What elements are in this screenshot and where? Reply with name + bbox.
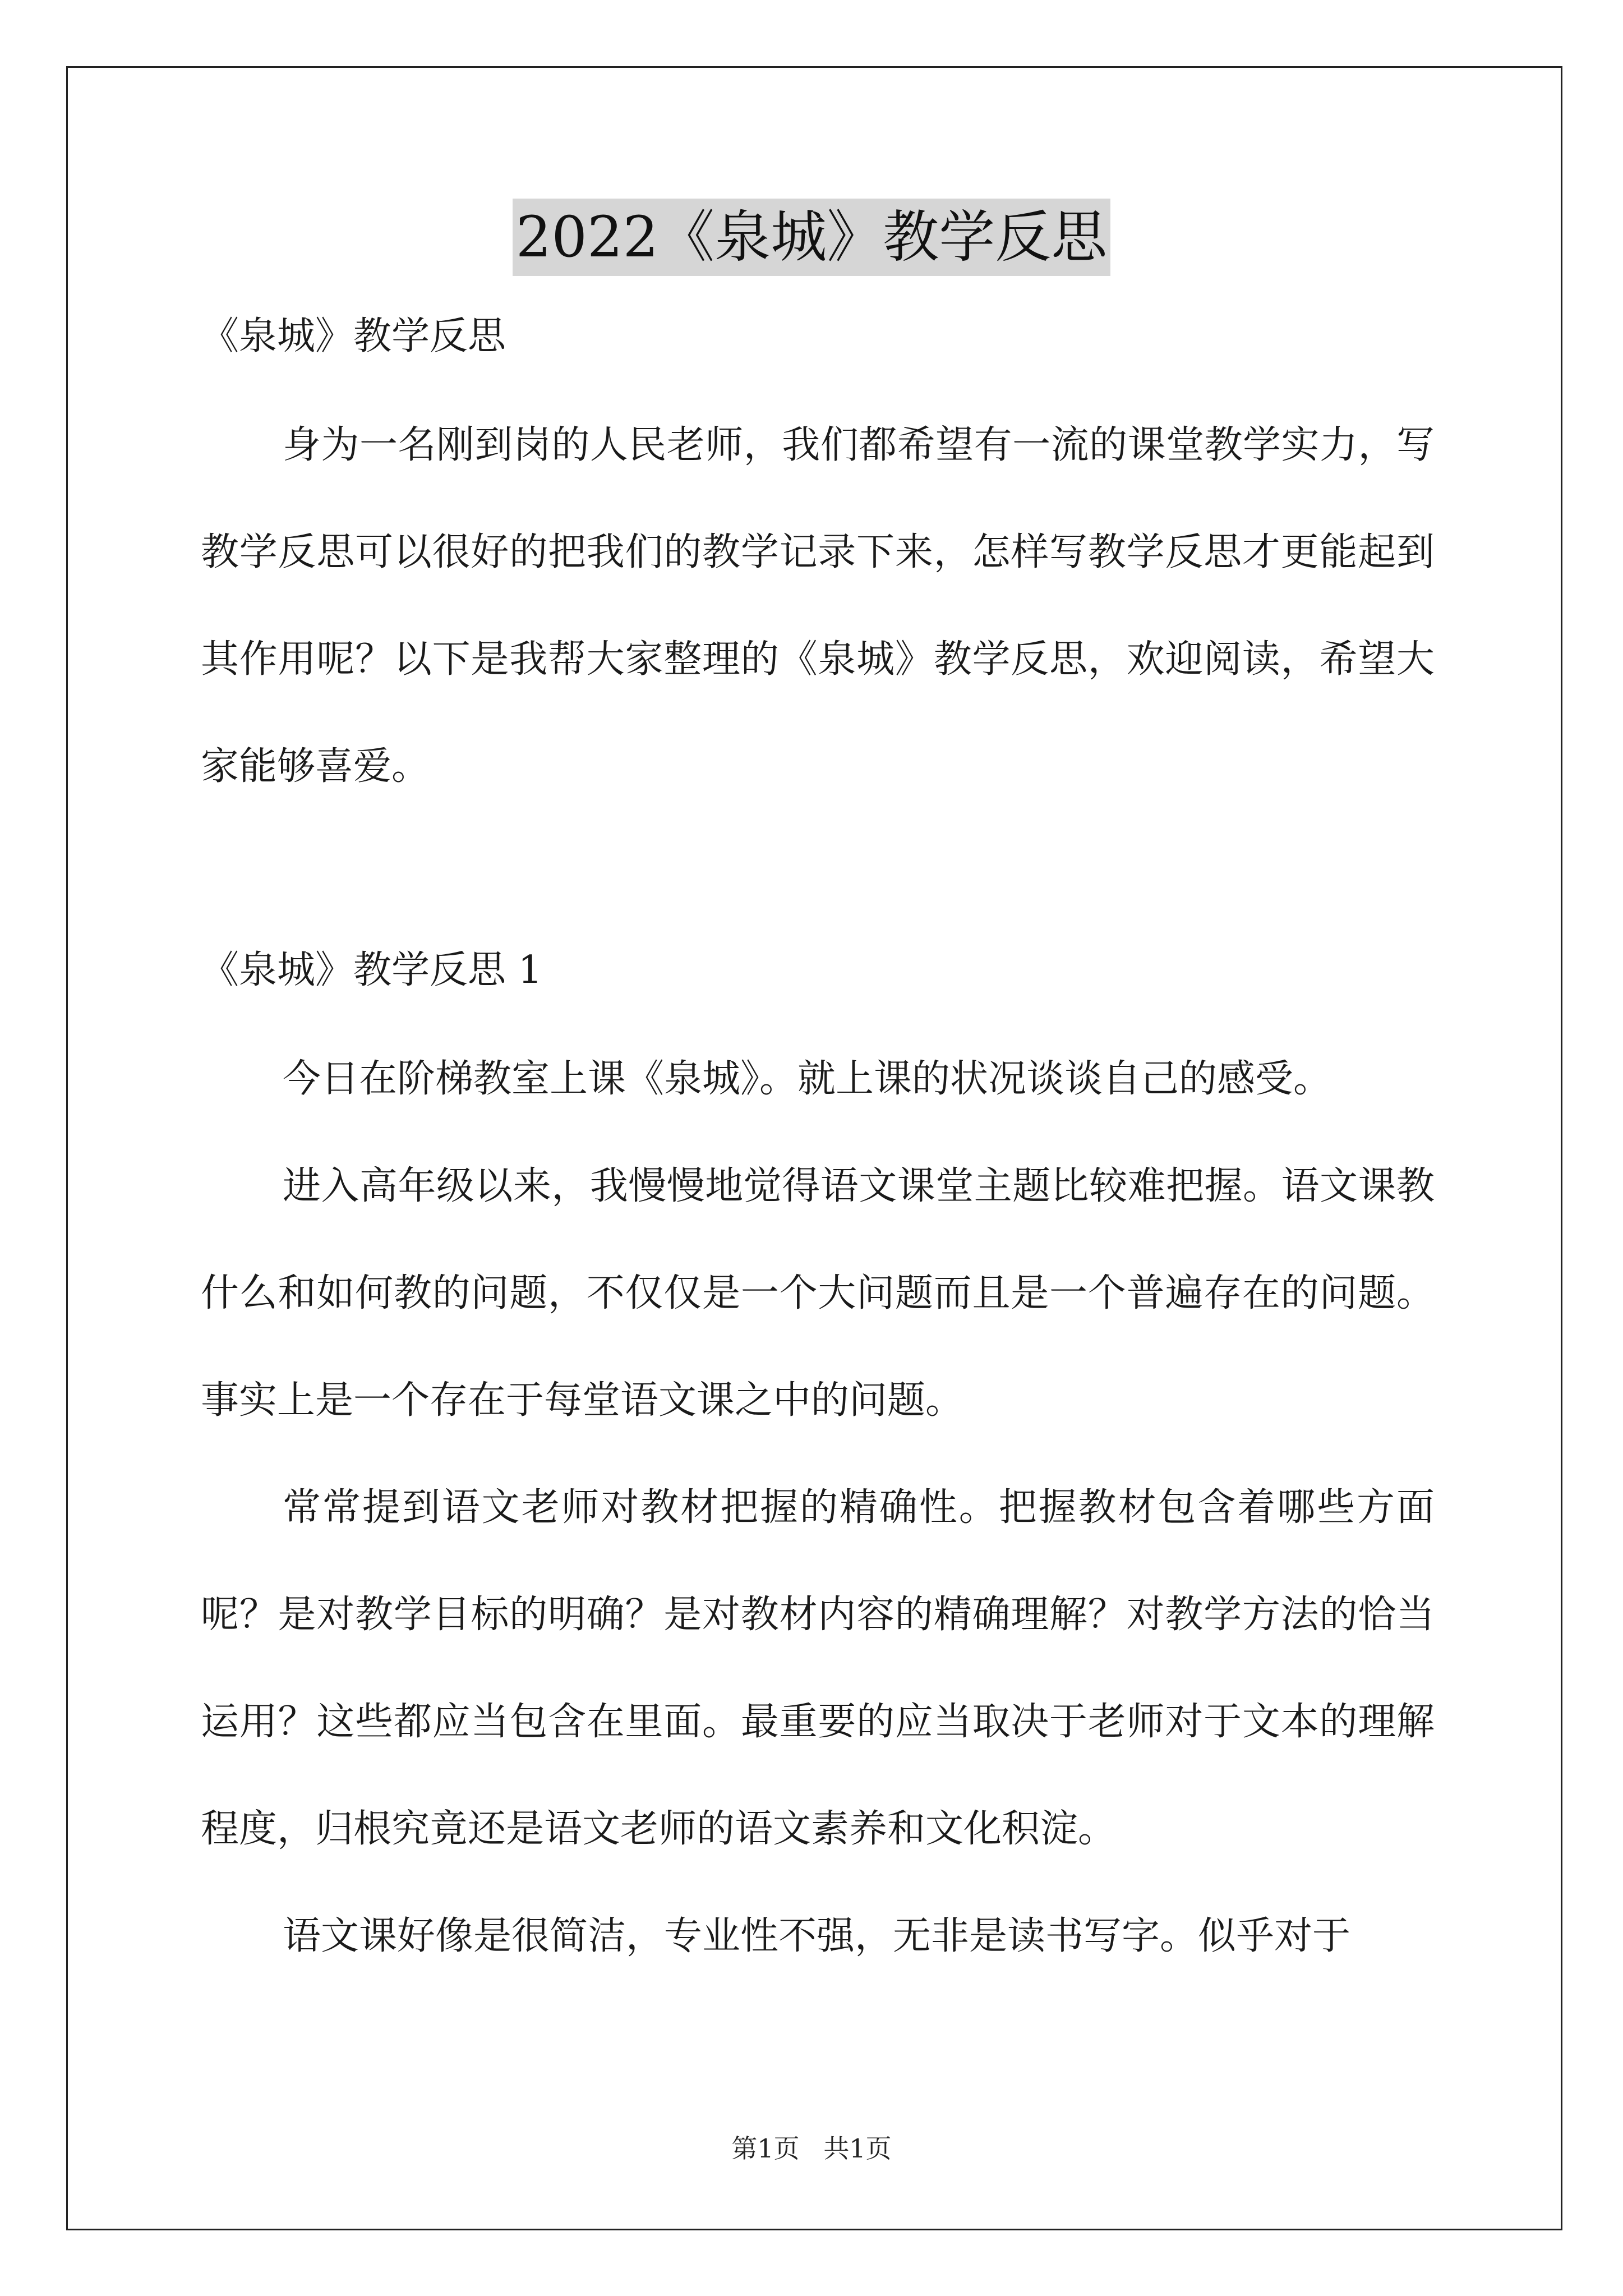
page-footer: [0, 2132, 1623, 2165]
body-paragraph: 进入高年级以来，我慢慢地觉得语文课堂主题比较难把握。语文课教什么和如何教的问题，不仅仅是一个大问题而且是一个普遍存在的问题。事实上是一个存在于每堂语文课之中的问题。: [201, 1164, 1435, 1423]
intro-paragraph: 身为一名刚到岗的人民老师，我们都希望有一流的课堂教学实力，写教学反思可以很好的把我们的教学记录下来，怎样写教学反思才更能起到其作用呢？以下是我帮大家整理的《泉城》教学反思，欢迎阅读，希望大家能够喜爱。: [201, 423, 1435, 789]
title-container: [0, 199, 1623, 276]
intro-heading: 《泉城》教学反思: [201, 314, 506, 358]
section-heading: 《泉城》教学反思 1: [201, 948, 542, 992]
page-number: 第1页: [731, 2133, 800, 2164]
document-title: 2022《泉城》教学反思: [513, 199, 1111, 276]
body-paragraph: 语文课好像是很简洁，专业性不强，无非是读书写字。似乎对于: [283, 1914, 1351, 1958]
body-paragraph: 常常提到语文老师对教材把握的精确性。把握教材包含着哪些方面呢？是对教学目标的明确？是对教材内容的精确理解？对教学方法的恰当运用？这些都应当包含在里面。最重要的应当取决于老师对于文本的理解程度，归根究竟还是语文老师的语文素养和文化积淀。: [201, 1485, 1435, 1851]
document-body: [201, 314, 1435, 1990]
page-total: 共1页: [823, 2133, 892, 2164]
body-paragraph: 今日在阶梯教室上课《泉城》。就上课的状况谈谈自己的感受。: [283, 1057, 1332, 1101]
